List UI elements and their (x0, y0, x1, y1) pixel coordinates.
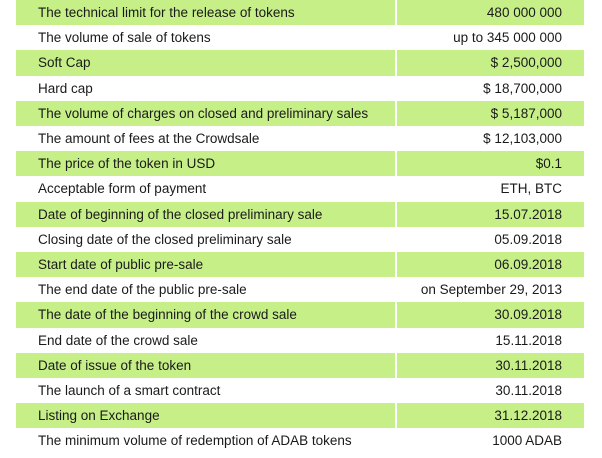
table-row (16, 403, 584, 428)
row-value: ETH, BTC (396, 176, 584, 201)
row-value: $ 2,500,000 (396, 50, 584, 75)
table-row (16, 50, 584, 75)
row-value: 05.09.2018 (396, 227, 584, 252)
row-value: 06.09.2018 (396, 252, 584, 277)
table-row (16, 176, 584, 201)
table-row (16, 0, 584, 25)
table-row (16, 252, 584, 277)
row-label: The launch of a smart contract (16, 378, 396, 403)
row-value: $0.1 (396, 151, 584, 176)
row-value: 15.07.2018 (396, 202, 584, 227)
row-label: Listing on Exchange (16, 403, 396, 428)
table-row (16, 101, 584, 126)
table-row (16, 353, 584, 378)
table-row (16, 202, 584, 227)
table-row (16, 25, 584, 50)
row-value: on September 29, 2013 (396, 277, 584, 302)
row-value: $ 12,103,000 (396, 126, 584, 151)
table-row (16, 126, 584, 151)
token-sale-table (16, 0, 584, 454)
row-label: The price of the token in USD (16, 151, 396, 176)
row-value: up to 345 000 000 (396, 25, 584, 50)
row-label: End date of the crowd sale (16, 328, 396, 353)
table-row (16, 227, 584, 252)
row-label: Date of beginning of the closed preliminary sale (16, 202, 396, 227)
row-value: 30.09.2018 (396, 302, 584, 327)
row-label: Closing date of the closed preliminary sale (16, 227, 396, 252)
row-label: The volume of sale of tokens (16, 25, 396, 50)
row-label: The minimum volume of redemption of ADAB tokens (16, 428, 396, 453)
row-label: Start date of public pre-sale (16, 252, 396, 277)
row-value: 480 000 000 (396, 0, 584, 25)
table-row (16, 277, 584, 302)
row-value: $ 5,187,000 (396, 101, 584, 126)
table-row (16, 302, 584, 327)
row-label: Hard cap (16, 76, 396, 101)
row-label: The amount of fees at the Crowdsale (16, 126, 396, 151)
table-row (16, 378, 584, 403)
row-value: 15.11.2018 (396, 328, 584, 353)
table-row (16, 328, 584, 353)
table-row (16, 151, 584, 176)
row-label: The end date of the public pre-sale (16, 277, 396, 302)
token-sale-table-body (16, 0, 584, 454)
table-row (16, 76, 584, 101)
row-label: The volume of charges on closed and preliminary sales (16, 101, 396, 126)
row-label: Acceptable form of payment (16, 176, 396, 201)
row-value: $ 18,700,000 (396, 76, 584, 101)
row-value: 30.11.2018 (396, 378, 584, 403)
row-label: The technical limit for the release of tokens (16, 0, 396, 25)
row-label: Date of issue of the token (16, 353, 396, 378)
row-value: 31.12.2018 (396, 403, 584, 428)
row-value: 1000 ADAB (396, 428, 584, 453)
row-label: The date of the beginning of the crowd sale (16, 302, 396, 327)
table-row (16, 428, 584, 453)
row-label: Soft Cap (16, 50, 396, 75)
row-value: 30.11.2018 (396, 353, 584, 378)
